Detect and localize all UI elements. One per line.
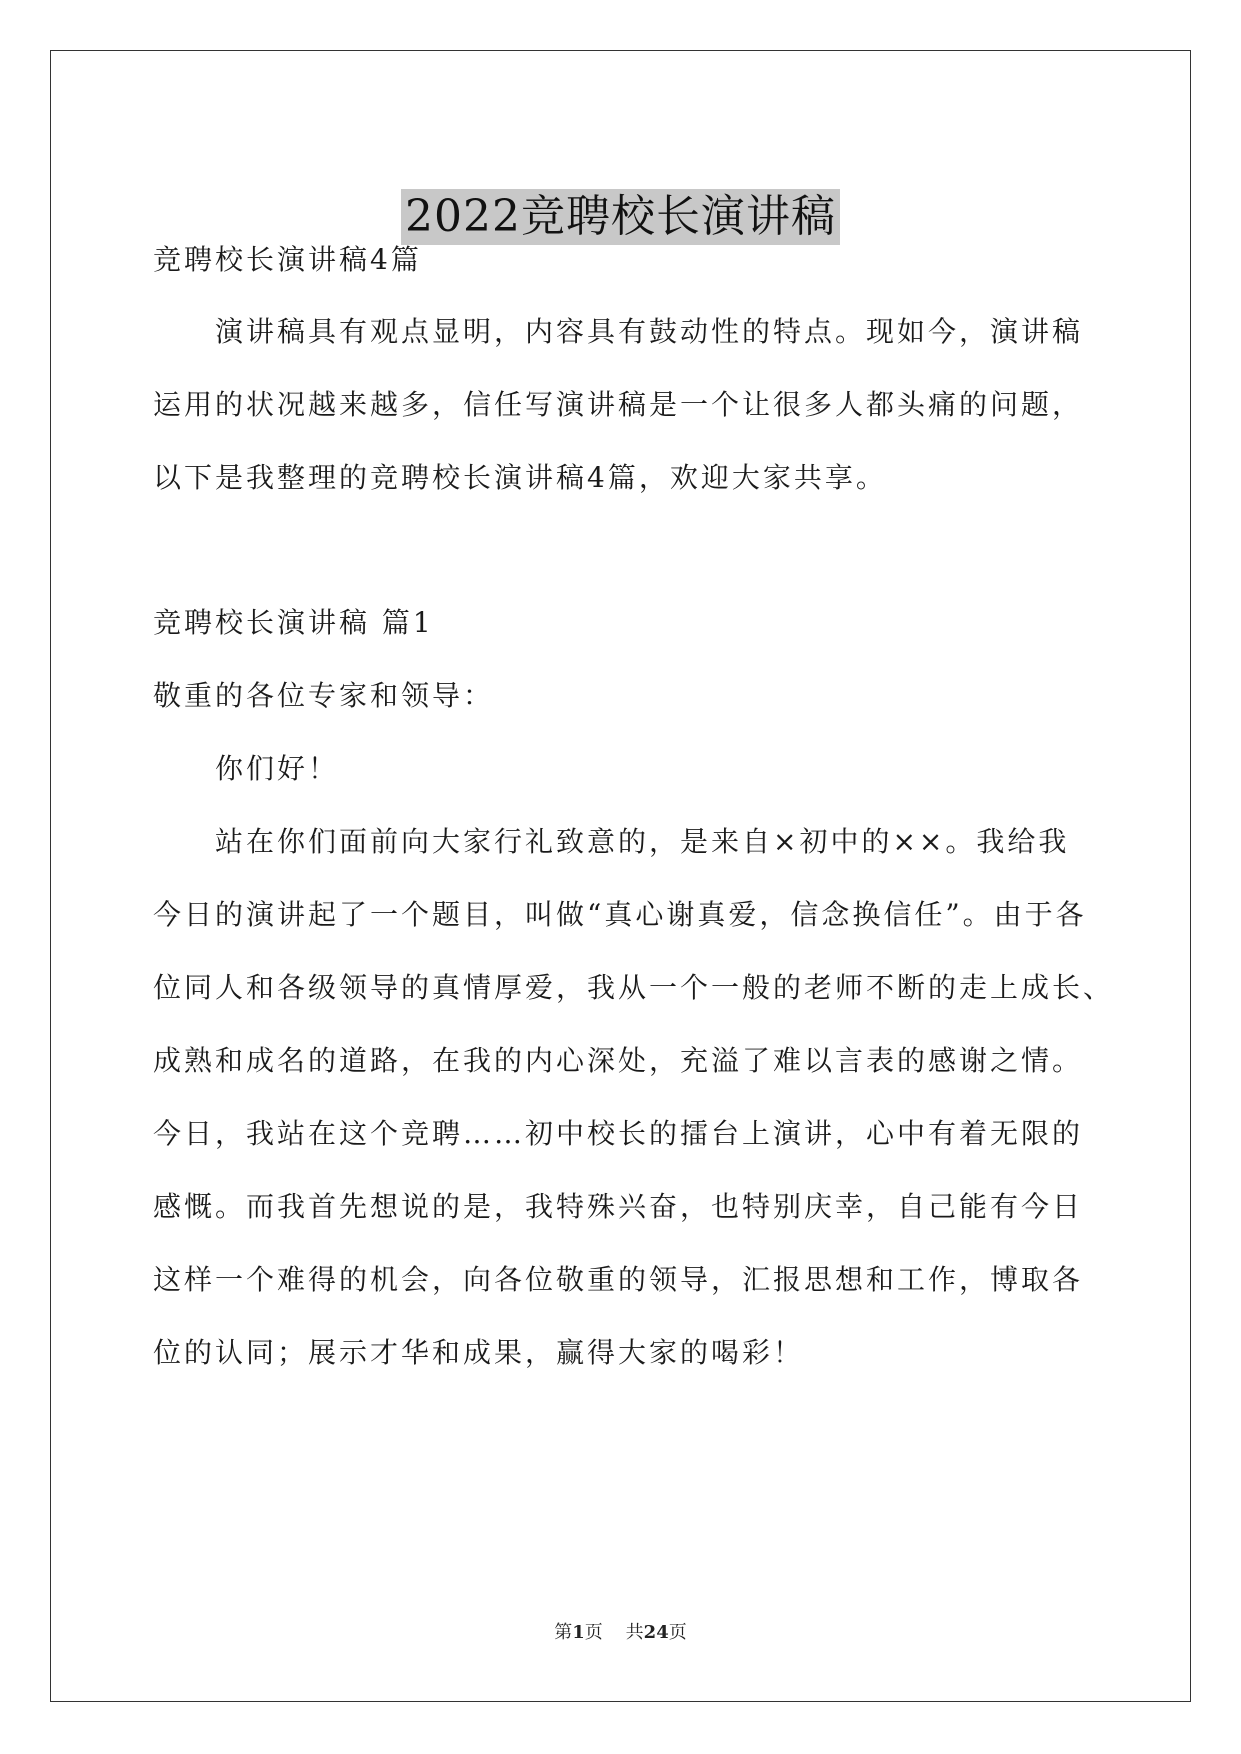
intro-line-2: 运用的状况越来越多，信任写演讲稿是一个让很多人都头痛的问题， bbox=[153, 388, 1084, 421]
document-subtitle: 竞聘校长演讲稿4篇 bbox=[153, 243, 422, 276]
page-border bbox=[50, 50, 1191, 1702]
footer-page-suffix: 页 bbox=[584, 1622, 603, 1643]
greeting: 你们好！ bbox=[215, 752, 340, 785]
footer-prefix: 第 bbox=[554, 1622, 573, 1643]
salutation: 敬重的各位专家和领导： bbox=[153, 679, 495, 712]
page-footer bbox=[0, 1621, 1241, 1645]
body-line-7: 这样一个难得的机会，向各位敬重的领导，汇报思想和工作，博取各 bbox=[153, 1263, 1084, 1296]
page-number: 1 bbox=[572, 1622, 585, 1643]
footer-total-suffix: 页 bbox=[668, 1622, 687, 1643]
intro-line-3: 以下是我整理的竞聘校长演讲稿4篇，欢迎大家共享。 bbox=[153, 461, 887, 494]
section-heading: 竞聘校长演讲稿 篇1 bbox=[153, 606, 434, 639]
body-line-8: 位的认同；展示才华和成果，赢得大家的喝彩！ bbox=[153, 1336, 805, 1369]
body-line-2: 今日的演讲起了一个题目，叫做“真心谢真爱，信念换信任”。由于各 bbox=[153, 898, 1087, 931]
body-line-3: 位同人和各级领导的真情厚爱，我从一个一般的老师不断的走上成长、 bbox=[153, 971, 1115, 1004]
body-line-4: 成熟和成名的道路，在我的内心深处，充溢了难以言表的感谢之情。 bbox=[153, 1044, 1084, 1077]
intro-line-1: 演讲稿具有观点显明，内容具有鼓动性的特点。现如今，演讲稿 bbox=[215, 315, 1084, 348]
footer-total-prefix: 共 bbox=[625, 1622, 644, 1643]
total-pages: 24 bbox=[643, 1622, 669, 1643]
body-line-1: 站在你们面前向大家行礼致意的，是来自×初中的××。我给我 bbox=[215, 825, 1070, 858]
document-title: 2022竞聘校长演讲稿 bbox=[401, 189, 840, 245]
body-line-5: 今日，我站在这个竞聘……初中校长的擂台上演讲，心中有着无限的 bbox=[153, 1117, 1084, 1150]
body-line-6: 感慨。而我首先想说的是，我特殊兴奋，也特别庆幸，自己能有今日 bbox=[153, 1190, 1084, 1223]
